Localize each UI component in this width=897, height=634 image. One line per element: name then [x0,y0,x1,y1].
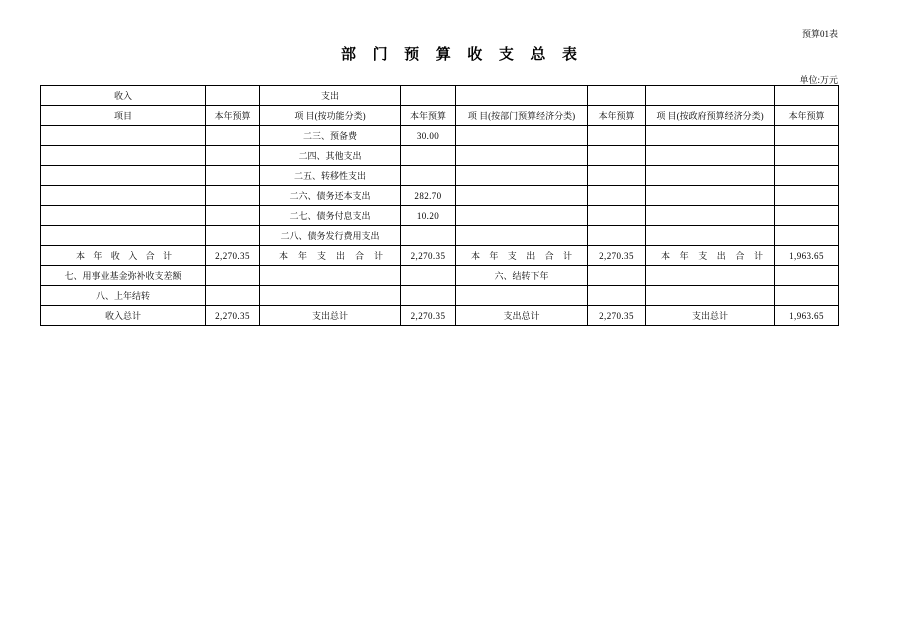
income-grand-total-label: 收入总计 [41,306,206,326]
functional-expense-grand-total-value: 2,270.35 [401,306,456,326]
gov-economic-item-cell [646,286,775,306]
dept-economic-item-cell: 六、结转下年 [456,266,588,286]
gov-economic-item-cell [646,126,775,146]
functional-budget-cell: 10.20 [401,206,456,226]
gov-economic-expense-grand-total-label: 支出总计 [646,306,775,326]
functional-item-cell: 二八、债务发行费用支出 [260,226,401,246]
dept-economic-budget-cell [588,266,646,286]
column-header-dept-economic-budget: 本年预算 [588,106,646,126]
gov-economic-budget-cell [775,186,839,206]
dept-economic-item-cell [456,166,588,186]
annual-gov-economic-expense-total-value: 1,963.65 [775,246,839,266]
functional-item-cell [260,286,401,306]
income-grand-total-value: 2,270.35 [206,306,260,326]
income-item-cell [41,186,206,206]
table-row [41,206,839,226]
annual-totals-row [41,246,839,266]
dept-economic-expense-grand-total-value: 2,270.35 [588,306,646,326]
functional-item-cell [260,266,401,286]
table-row [41,186,839,206]
section-header-row [41,86,839,106]
column-header-dept-economic-item: 项 目(按部门预算经济分类) [456,106,588,126]
gov-economic-budget-cell [775,286,839,306]
income-item-cell [41,226,206,246]
functional-budget-cell [401,286,456,306]
table-row [41,166,839,186]
budget-summary-table [40,85,839,326]
income-budget-cell [206,186,260,206]
dept-economic-budget-cell [588,186,646,206]
gov-economic-budget-cell [775,226,839,246]
column-header-gov-economic-budget: 本年预算 [775,106,839,126]
header-blank-cell [646,86,775,106]
column-header-gov-economic-item: 项 目(按政府预算经济分类) [646,106,775,126]
column-header-row [41,106,839,126]
dept-economic-item-cell [456,226,588,246]
column-header-functional-item: 项 目(按功能分类) [260,106,401,126]
gov-economic-item-cell [646,186,775,206]
table-row [41,126,839,146]
header-blank-cell [456,86,588,106]
income-budget-cell [206,286,260,306]
dept-economic-expense-grand-total-label: 支出总计 [456,306,588,326]
functional-budget-cell [401,266,456,286]
income-budget-cell [206,206,260,226]
column-header-income-budget: 本年预算 [206,106,260,126]
gov-economic-budget-cell [775,126,839,146]
dept-economic-budget-cell [588,166,646,186]
functional-item-cell: 二五、转移性支出 [260,166,401,186]
page-title: 部 门 预 算 收 支 总 表 [341,47,577,63]
income-budget-cell [206,126,260,146]
table-row [41,146,839,166]
income-item-cell [41,166,206,186]
income-item-cell [41,146,206,166]
annual-dept-economic-expense-total-label: 本 年 支 出 合 计 [456,246,588,266]
table-row [41,286,839,306]
dept-economic-budget-cell [588,206,646,226]
functional-item-cell: 二三、预备费 [260,126,401,146]
gov-economic-item-cell [646,266,775,286]
column-header-functional-budget: 本年预算 [401,106,456,126]
gov-economic-budget-cell [775,146,839,166]
header-blank-cell [206,86,260,106]
functional-budget-cell: 30.00 [401,126,456,146]
dept-economic-item-cell [456,206,588,226]
functional-item-cell: 二六、债务还本支出 [260,186,401,206]
gov-economic-expense-grand-total-value: 1,963.65 [775,306,839,326]
dept-economic-item-cell [456,146,588,166]
functional-budget-cell [401,146,456,166]
table-row [41,266,839,286]
dept-economic-item-cell [456,286,588,306]
income-item-cell [41,126,206,146]
dept-economic-item-cell [456,126,588,146]
expense-section-header: 支出 [260,86,401,106]
gov-economic-budget-cell [775,166,839,186]
header-blank-cell [588,86,646,106]
annual-functional-expense-total-label: 本 年 支 出 合 计 [260,246,401,266]
gov-economic-budget-cell [775,266,839,286]
dept-economic-budget-cell [588,146,646,166]
income-item-cell: 七、用事业基金弥补收支差额 [41,266,206,286]
annual-functional-expense-total-value: 2,270.35 [401,246,456,266]
income-section-header: 收入 [41,86,206,106]
functional-budget-cell [401,166,456,186]
gov-economic-item-cell [646,206,775,226]
income-budget-cell [206,146,260,166]
annual-dept-economic-expense-total-value: 2,270.35 [588,246,646,266]
functional-budget-cell [401,226,456,246]
dept-economic-budget-cell [588,226,646,246]
grand-totals-row [41,306,839,326]
dept-economic-budget-cell [588,286,646,306]
income-budget-cell [206,166,260,186]
header-blank-cell [775,86,839,106]
income-budget-cell [206,226,260,246]
table-row [41,226,839,246]
functional-expense-grand-total-label: 支出总计 [260,306,401,326]
functional-item-cell: 二四、其他支出 [260,146,401,166]
functional-budget-cell: 282.70 [401,186,456,206]
income-item-cell: 八、上年结转 [41,286,206,306]
gov-economic-budget-cell [775,206,839,226]
income-item-cell [41,206,206,226]
column-header-income-item: 项目 [41,106,206,126]
annual-income-total-value: 2,270.35 [206,246,260,266]
annual-gov-economic-expense-total-label: 本 年 支 出 合 计 [646,246,775,266]
header-blank-cell [401,86,456,106]
dept-economic-budget-cell [588,126,646,146]
gov-economic-item-cell [646,146,775,166]
gov-economic-item-cell [646,166,775,186]
income-budget-cell [206,266,260,286]
dept-economic-item-cell [456,186,588,206]
annual-income-total-label: 本 年 收 入 合 计 [41,246,206,266]
gov-economic-item-cell [646,226,775,246]
form-code: 预算01表 [801,29,838,39]
functional-item-cell: 二七、债务付息支出 [260,206,401,226]
unit-label: 单位:万元 [799,75,838,85]
